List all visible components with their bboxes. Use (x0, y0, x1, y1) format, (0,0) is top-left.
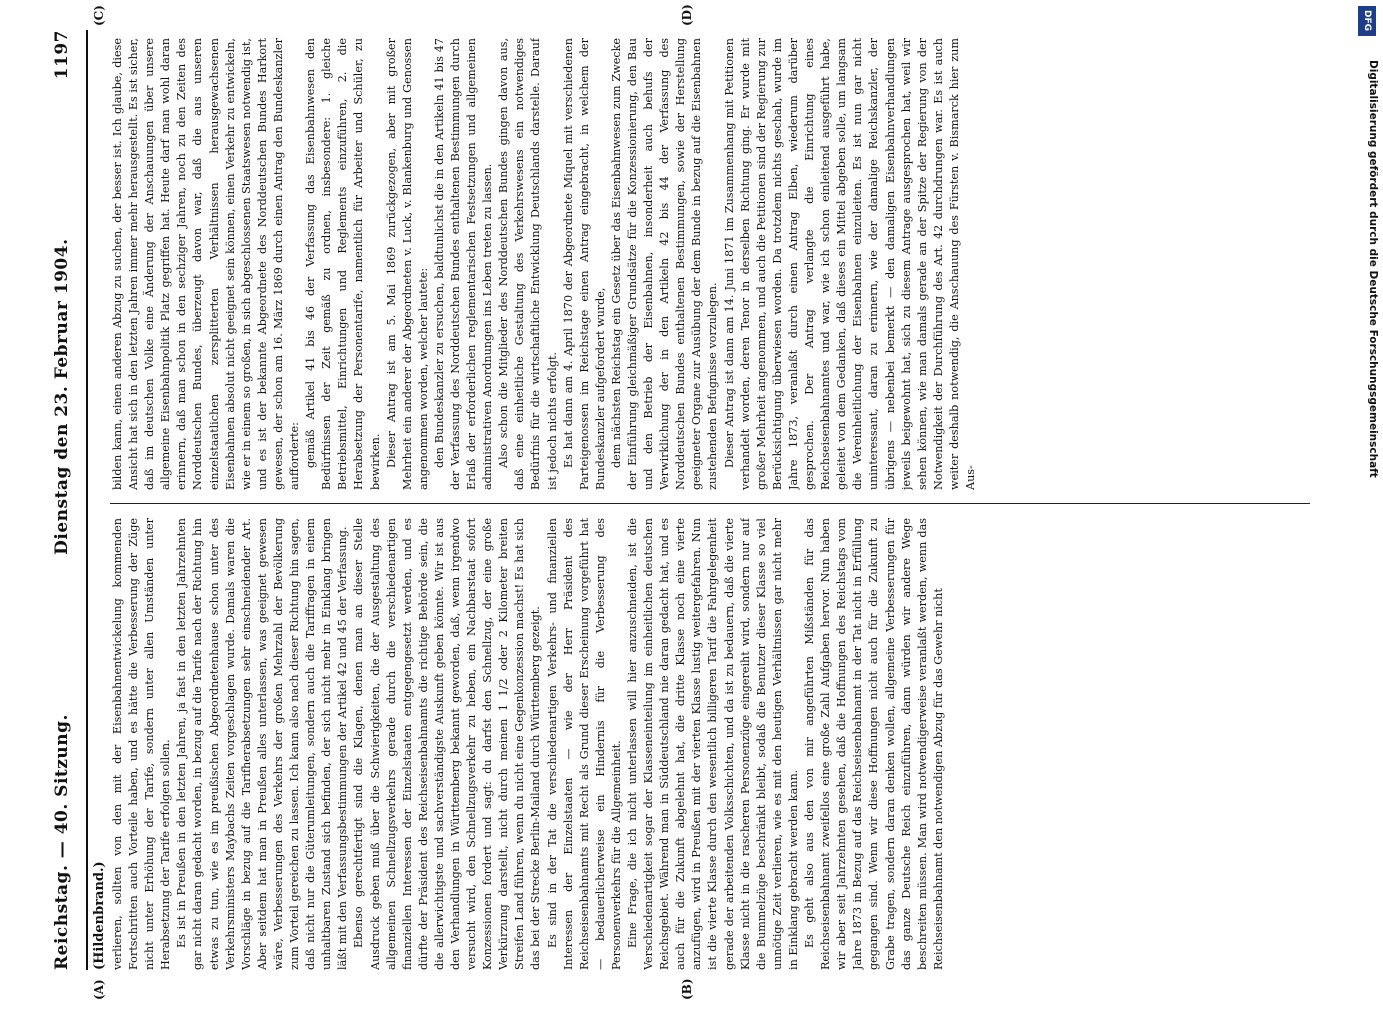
document-page (40, 4, 1330, 1000)
marker-a: (A) (92, 979, 106, 1000)
paragraph: Dieser Antrag ist am 5. Mai 1869 zurückgezogen, aber mit großer Mehrheit ein anderer der Abgeordneten v. Luck, v. Blankenburg und Genossen angenommen worden, welcher lautete: (384, 38, 430, 490)
paragraph: Es hat dann am 4. April 1870 der Abgeordnete Miquel mit verschiedenen Parteigenossen im Reichstage einen Antrag eingebracht, in welchem der Bundeskanzler aufgefordert wurde, (561, 38, 607, 490)
column-divider (110, 503, 1310, 504)
dfg-logo: DFG (1358, 6, 1376, 36)
footer-credit: Digitalisierung gefördert durch die Deutsche Forschungsgemeinschaft (1367, 60, 1379, 478)
right-column (110, 38, 1320, 490)
paragraph: verlieren, sollten von den mit der Eisenbahnentwickelung kommenden Fortschritten auch Vorteile haben, und es hätte die Verbesserung der Züge nicht unter Erhöhung der Tarife, sondern unter allen Umständen unter Herabsetzung der Tarife erfolgen sollen. (111, 518, 173, 970)
paragraph: Es geht also aus den von mir angeführten Mißständen für das Reichseisenbahnamt zweifellos eine große Zahl Aufgaben hervor. Nun haben wir aber seit Jahrzehnten gesehen, daß die Hoffnungen des Reichstags vom Jahre 1873 in Bezug auf das Reichseisenbahnamt in der Tat nicht in Erfüllung gegangen sind. Wenn wir diese Hoffnungen nicht auch für die Zukunft zu Grabe tragen, sondern daran denken wollen, allgemeine Verbesserungen für das ganze Deutsche Reich einzuführen, dann würden wir andere Wege beschreiten müssen. Man wird notwendigerweise veranlaßt werden, wenn das Reichseisenbahnamt den notwendigen Abzug für das Gewehr nicht (803, 518, 945, 970)
paragraph: Also schon die Mitglieder des Norddeutschen Bundes gingen davon aus, daß eine einheitliche Gestaltung des Verkehrswesens ein notwendiges Bedürfnis für die wirtschaftliche Entwicklung Deutschlands darstelle. Darauf ist jedoch nichts erfolgt. (497, 38, 559, 490)
paragraph: Eine Frage, die ich nicht unterlassen will hier anzuschneiden, ist die Verschiedenartigkeit sogar der Klasseneinteilung im einheitlichen deutschen Reichsgebiet. Während man in Süddeutschland nie daran gedacht hat, und es auch für die Zukunft abgelehnt hat, die dritte Klasse noch eine vierte anzufügen, wird in Preußen mit der vierten Klasse lustig weitergefahren. Nun ist die vierte Klasse durch den wesentlich billigeren Tarif die Fahrgelegenheit gerade der arbeitenden Volksschichten, und da ist zu bedauern, daß die vierte Klasse nicht in die rascheren Personenzüge eingereiht wird, sondern nur auf die Bummelzüge beschränkt bleibt, sodaß die Benutzer dieser Klasse so viel unnötige Zeit verlieren, wie es mit den heutigen Verhältnissen gar nicht mehr in Einklang gebracht werden kann. (626, 518, 800, 970)
speaker-name: (Hildenbrand.) (92, 861, 107, 970)
page-header (40, 30, 84, 970)
header-page-number: 1197 (52, 30, 72, 80)
paragraph: bilden kann, einen anderen Abzug zu suchen, der besser ist. Ich glaube, diese Ansicht hat sich in den letzten Jahren immer mehr herausgestellt. Es ist sicher, daß im deutschen Volke eine Änderung der Anschauungen über unsere allgemeine Eisenbahnpolitik Platz gegriffen hat. Heute darf man wohl daran erinnern, daß man schon in den sechziger Jahren, noch zu den Zeiten des Norddeutschen Bundes, überzeugt davon war, daß die aus unseren einzelstaatlichen zersplitterten Verhältnissen herausgewachsenen Eisenbahnen absolut nicht geeignet sein können, einen Verkehr zu entwickeln, wie er in einem so großen, in sich abgeschlossenen Staatswesen notwendig ist, und es ist der bekannte Abgeordnete des Norddeutschen Bundes Harkort gewesen, der schon am 16. März 1869 durch einen Antrag den Bundeskanzler aufforderte: (111, 38, 302, 490)
paragraph: dem nächsten Reichstag ein Gesetz über das Eisenbahnwesen zum Zwecke der Einführung gleichmäßiger Grundsätze für die Konzessionierung, den Bau und den Betrieb der Eisenbahnen, insonderheit auch behufs der Verwirklichung der in den Artikeln 42 bis 44 der Verfassung des Norddeutschen Bundes enthaltenen Bestimmungen, sowie der Herstellung geeigneter Organe zur Ausübung der dem Bunde in bezug auf die Eisenbahnen zustehenden Befugnisse vorzulegen. (609, 38, 720, 490)
paragraph: gemäß Artikel 41 bis 46 der Verfassung das Eisenbahnwesen den Bedürfnissen der Zeit gemäß zu ordnen, insbesondere: 1. gleiche Betriebsmittel, Einrichtungen und Reglements einzuführen, 2. die Herabsetzung der Personentarife, namentlich für Arbeiter und Schüler, zu bewirken. (304, 38, 382, 490)
marker-b: (B) (680, 978, 694, 1000)
paragraph: Dieser Antrag ist dann am 14. Juni 1871 im Zusammenhang mit Petitionen verhandelt worden, deren Tenor in derselben Richtung ging. Er wurde mit großer Mehrheit angenommen, und auch die Petitionen sind der Regierung zur Berücksichtigung überwiesen worden. Da trotzdem nichts geschah, wurde im Jahre 1873, veranlaßt durch einen Antrag Elben, wiederum darüber gesprochen. Der Antrag verlangte die Einrichtung eines Reichseisenbahnamtes und war, wie ich schon einleitend ausgeführt habe, geleitet von dem Gedanken, daß dieses ein Mittel abgeben solle, um langsam die Vereinheitlichung der Eisenbahnen einzuleiten. Es ist nun gar nicht uninteressant, daran zu erinnern, wie der damalige Reichskanzler, der übrigens — nebenbei bemerkt — den damaligen Eisenbahnverhandlungen jeweils beigewohnt hat, sich zu diesem Antrage ausgesprochen hat, weil wir sehen können, wie man damals gerade an der Spitze der Regierung von der Notwendigkeit der Durchführung des Art. 42 durchdrungen war. Es ist auch weiter deshalb notwendig, die Anschauung des Fürsten v. Bismarck hier zum Aus- (722, 38, 977, 490)
marker-d: (D) (680, 4, 694, 26)
header-date: Dienstag den 23. Februar 1904. (52, 238, 72, 555)
header-session: Reichstag. — 40. Sitzung. (52, 714, 72, 970)
header-rule (86, 30, 88, 970)
left-column (110, 518, 1320, 970)
paragraph: Es sind in der Tat die verschiedenartigen Verkehrs- und finanziellen Interessen der Einzelstaaten — wie der Herr Präsident des Reichseisenbahnamts mit Recht als Grund dieser Erscheinung vorgeführt hat — bedauerlicherweise ein Hindernis für die Verbesserung des Personenverkehrs für die Allgemeinheit. (545, 518, 623, 970)
marker-c: (C) (92, 5, 106, 26)
paragraph: Es ist in Preußen in den letzten Jahren, ja fast in den letzten Jahrzehnten gar nicht daran gedacht worden, in bezug auf die Tarife nach der Richtung hin etwas zu tun, wie es im preußischen Abgeordnetenhause schon unter des Verkehrsministers Maybachs Zeiten vorgeschlagen wurde. Damals waren die Vorschläge in bezug auf die Tarifherabsetzungen sehr einschneidender Art. Aber seitdem hat man in Preußen alles unterlassen, was geeignet gewesen wäre, Verbesserungen des Verkehrs der großen Mehrzahl der Bevölkerung zum Vorteil gereichen zu lassen. Ich kann also nach dieser Richtung hin sagen, daß nicht nur die Güterumleitungen, sondern auch die Tariffragen in einem unhaltbaren Zustand sich befinden, der sich nicht mehr in Einklang bringen läßt mit den Verfassungsbestimmungen der Artikel 42 und 45 der Verfassung. (175, 518, 350, 970)
paragraph: Ebenso gerechtfertigt sind die Klagen, denen man an dieser Stelle Ausdruck geben muß über die Schwierigkeiten, die der Ausgestaltung des allgemeinen Schnellzugsverkehrs gerade durch die verschiedenartigen finanziellen Interessen der Einzelstaaten entgegengesetzt werden, und es dürfte der Präsident des Reichseisenbahnamts die richtige Behörde sein, die die allerwichtigste und sachverständigste Auskunft geben könnte. Wir ist aus den Verhandlungen in Württemberg bekannt geworden, daß, wenn irgendwo versucht wird, den Schnellzugsverkehr zu heben, ein Nachbarstaat sofort Konzessionen fordert und sagt: du darfst den Schnellzug, der eine große Verkürzung darstellt, nicht durch meinen 1 1/2 oder 2 Kilometer breiten Streifen Land führen, wenn du nicht eine Gegenkonzession machst! Es hat sich das bei der Strecke Berlin-Mailand durch Württemberg gezeigt. (352, 518, 543, 970)
footer (1355, 40, 1379, 980)
paragraph: den Bundeskanzler zu ersuchen, baldtunlichst die in den Artikeln 41 bis 47 der Verfassung des Norddeutschen Bundes enthaltenen Bestimmungen durch Erlaß der erforderlichen reglementarischen Festsetzungen und allgemeinen administrativen Anordnungen ins Leben treten zu lassen. (432, 38, 495, 490)
